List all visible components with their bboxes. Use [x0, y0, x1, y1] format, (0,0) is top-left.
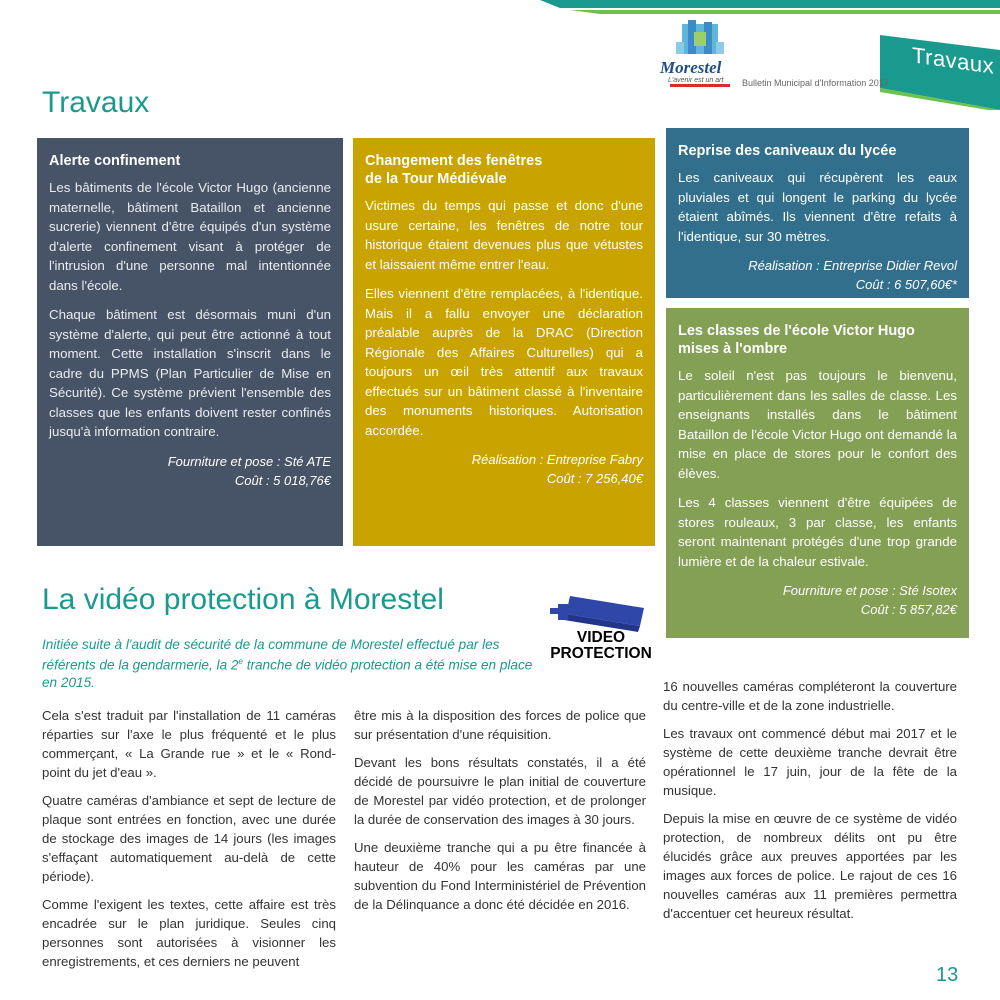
column-paragraph: Depuis la mise en œuvre de ce système de vidéo protection, de nombreux délits ont pu être élucidés grâce aux preuves apportées par les images aux forces de police. Le rajout de ces 16 nouvelles caméras aux 11 premières permettra d'accentuer cet heureux résultat. — [663, 811, 957, 921]
box-paragraph: Victimes du temps qui passe et donc d'une usure certaine, les fenêtres de notre tour historique étaient devenues plus que vétustes et laissaient même entrer l'eau. — [365, 198, 643, 272]
intro-text: tranche de vidéo protection a été mise en place en 2015. — [42, 657, 533, 690]
box-credit — [678, 256, 957, 294]
caniveaux-lycee-box — [666, 128, 969, 298]
box-paragraph: Les bâtiments de l'école Victor Hugo (ancienne maternelle, bâtiment Bataillon et ancienne sucrerie) viennent d'être équipés d'un système d'alerte confinement visant à protéger de l'intrusion d'une personne mal intentionnée dans l'école. — [49, 180, 331, 293]
page-title: Travaux — [42, 86, 150, 119]
box-paragraph: Le soleil n'est pas toujours le bienvenu, particulièrement dans les salles de classe. Les enseignants installés dans le bâtiment Bataillon de l'école Victor Hugo ont demandé la mise en place de stores pour le confort des élèves. — [678, 368, 957, 481]
box-title — [678, 322, 957, 358]
credit-supplier: Réalisation : Entreprise Didier Revol — [748, 258, 957, 273]
bulletin-label: Bulletin Municipal d'Information 2017 — [742, 78, 889, 88]
box-title-line: Changement des fenêtres — [365, 153, 543, 169]
credit-cost: Coût : 7 256,40€ — [546, 471, 643, 486]
vp-line: PROTECTION — [550, 645, 652, 662]
intro-text: Initiée suite à l'audit de sécurité de la commune de Morestel effectué par les référents de la gendarmerie, la 2 — [42, 637, 500, 673]
column-paragraph: être mis à la disposition des forces de police que sur présentation d'une réquisition. — [354, 708, 646, 742]
box-title-line: Les classes de l'école Victor Hugo — [678, 323, 915, 339]
box-paragraph: Les 4 classes viennent d'être équipées de stores rouleaux, 3 par classe, les enfants seront maintenant protégés d'une trop grande lumière et de la chaleur estivale. — [678, 495, 957, 569]
box-title — [365, 152, 643, 188]
credit-supplier: Fourniture et pose : Sté Isotex — [782, 583, 957, 598]
text-column-3 — [663, 677, 957, 932]
credit-supplier: Fourniture et pose : Sté ATE — [167, 453, 331, 469]
text-column-2 — [354, 706, 646, 923]
column-paragraph: Les travaux ont commencé début mai 2017 et le système de cette deuxième tranche devrait être opérationnel le 17 juin, jour de la fête de la musique. — [663, 726, 957, 798]
box-title-line: de la Tour Médiévale — [365, 171, 507, 187]
box-credit — [365, 450, 643, 488]
intro-superscript: e — [238, 657, 243, 666]
column-paragraph: Devant les bons résultats constatés, il a été décidé de poursuivre le plan initial de couverture de Morestel par vidéo protection, et de prolonger la durée de conservation des images à 30 jours. — [354, 755, 646, 827]
credit-cost: Coût : 5 018,76€ — [234, 472, 331, 488]
credit-cost: Coût : 5 857,82€ — [860, 602, 957, 617]
section-tab-label: Travaux — [912, 42, 995, 79]
video-protection-label — [540, 630, 662, 662]
fenetres-tour-box — [353, 138, 655, 546]
video-section-title: La vidéo protection à Morestel — [42, 583, 444, 616]
credit-cost: Coût : 6 507,60€* — [855, 277, 957, 292]
box-paragraph: Les caniveaux qui récupèrent les eaux pluviales et qui longent le parking du lycée étaient abîmés. Ils viennent d'être refaits à l'identique, sur 30 mètres. — [678, 170, 957, 244]
box-title: Reprise des caniveaux du lycée — [678, 143, 897, 159]
alerte-confinement-box — [37, 138, 343, 546]
box-credit — [49, 452, 331, 490]
column-paragraph: Cela s'est traduit par l'installation de 11 caméras réparties sur l'axe le plus fréquenté et le plus commerçant, « La Grande rue » et le « Rond-point du jet d'eau ». — [42, 708, 336, 780]
classes-ombre-box — [666, 308, 969, 638]
vp-line: VIDEO — [576, 629, 626, 646]
box-title-line: mises à l'ombre — [678, 341, 788, 357]
column-paragraph: Une deuxième tranche qui a pu être financée à hauteur de 40% pour les caméras par une subvention du Fond Interministériel de Prévention de la Délinquance a donc été décidée en 2016. — [354, 840, 646, 912]
logo-wordmark: Morestel — [660, 58, 722, 77]
video-intro — [42, 636, 534, 691]
column-paragraph: Comme l'exigent les textes, cette affaire est très encadrée sur le plan juridique. Seules cinq personnes sont autorisées à visionner les enregistrements, et ces derniers ne peuvent — [42, 897, 336, 969]
column-paragraph: 16 nouvelles caméras compléteront la couverture du centre-ville et de la zone industrielle. — [663, 679, 957, 713]
page-number: 13 — [936, 964, 959, 986]
logo-tagline: L'avenir est un art — [668, 77, 724, 84]
credit-supplier: Réalisation : Entreprise Fabry — [471, 452, 643, 467]
header-band — [0, 0, 1000, 110]
box-title: Alerte confinement — [49, 153, 181, 169]
column-paragraph: Quatre caméras d'ambiance et sept de lecture de plaque sont entrées en fonction, avec une durée de stockage des images de 14 jours (les images s'effaçant automatiquement au-delà de cette période). — [42, 793, 336, 884]
box-paragraph: Chaque bâtiment est désormais muni d'un système d'alerte, qui peut être actionné à tout moment. Cette installation s'inscrit dans le cadre du PPMS (Plan Particulier de Mise en Sécurité). Ce système prévient l'ensemble des classes que les enfants doivent rester confinés jusqu'à information contraire. — [49, 307, 331, 439]
header-stripe-teal — [540, 0, 1000, 8]
header-stripe-green — [570, 10, 1000, 14]
box-paragraph: Elles viennent d'être remplacées, à l'identique. Mais il a fallu envoyer une déclaration préalable auprès de la DRAC (Direction Régionale des Affaires Culturelles) qui a toujours un œil très attentif aux travaux effectués sur un bâtiment classé à l'inventaire des monuments historiques. Autorisation accordée. — [365, 286, 643, 438]
box-credit — [678, 581, 957, 619]
text-column-1 — [42, 706, 336, 980]
